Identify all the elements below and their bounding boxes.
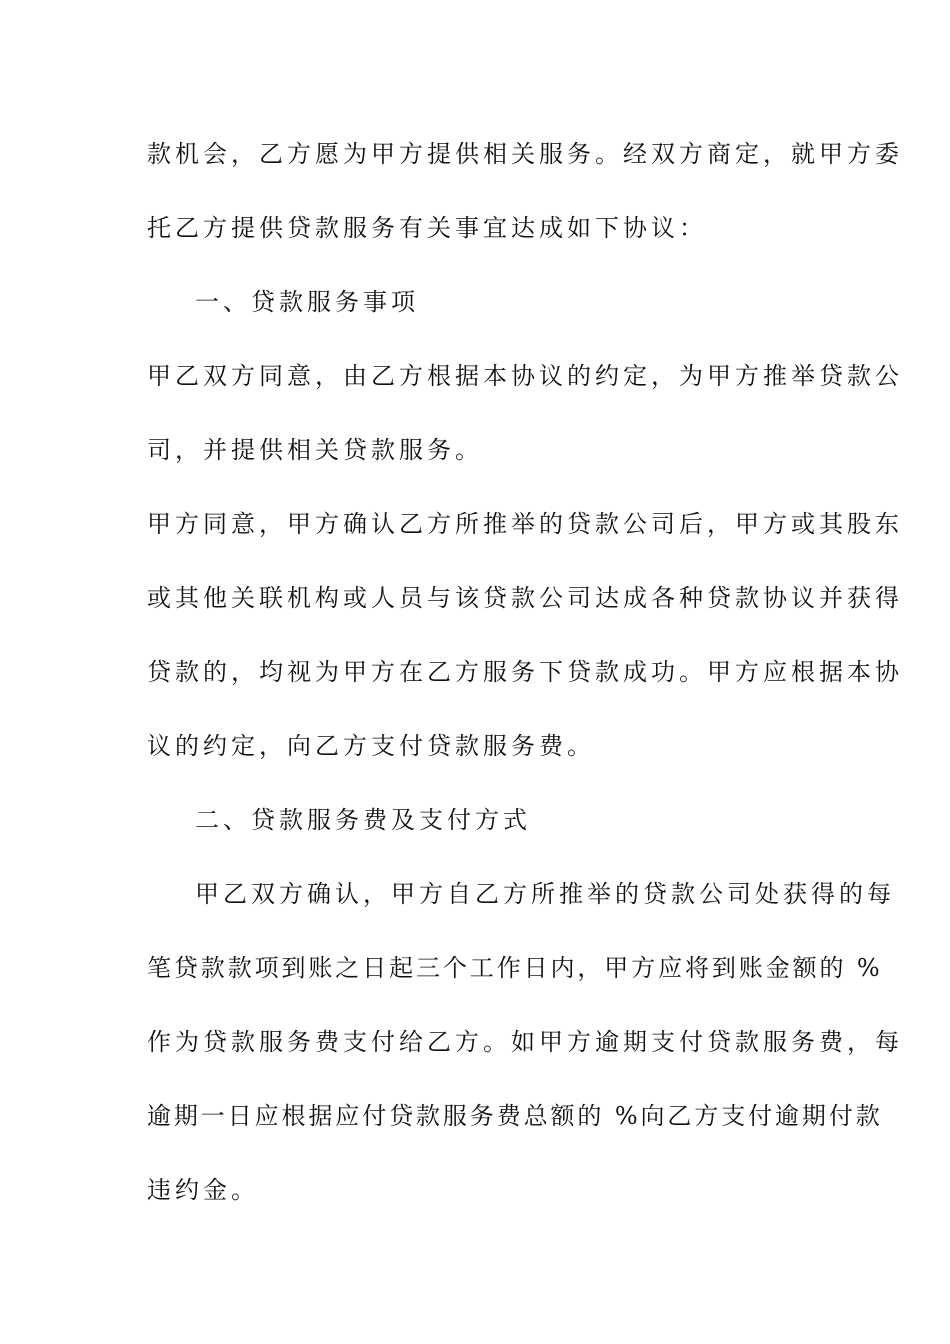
paragraph-line: 或其他关联机构或人员与该贷款公司达成各种贷款协议并获得 xyxy=(147,584,903,612)
paragraph-line: 逾期一日应根据应付贷款服务费总额的 %向乙方支付逾期付款 xyxy=(147,1102,883,1130)
paragraph-line: 款机会，乙方愿为甲方提供相关服务。经双方商定，就甲方委 xyxy=(147,140,903,168)
section-heading-2: 二、贷款服务费及支付方式 xyxy=(195,806,531,834)
paragraph-line: 作为贷款服务费支付给乙方。如甲方逾期支付贷款服务费，每 xyxy=(147,1028,903,1056)
paragraph-line: 托乙方提供贷款服务有关事宜达成如下协议： xyxy=(147,214,707,242)
paragraph-line: 议的约定，向乙方支付贷款服务费。 xyxy=(147,732,595,760)
paragraph-line: 笔贷款款项到账之日起三个工作日内，甲方应将到账金额的 % xyxy=(147,954,883,982)
paragraph-line: 甲乙双方同意，由乙方根据本协议的约定，为甲方推举贷款公 xyxy=(147,362,903,390)
paragraph-line: 贷款的，均视为甲方在乙方服务下贷款成功。甲方应根据本协 xyxy=(147,658,903,686)
paragraph-line: 甲方同意，甲方确认乙方所推举的贷款公司后，甲方或其股东 xyxy=(147,510,903,538)
paragraph-line: 违约金。 xyxy=(147,1176,259,1204)
paragraph-line: 司，并提供相关贷款服务。 xyxy=(147,436,483,464)
paragraph-line: 甲乙双方确认，甲方自乙方所推举的贷款公司处获得的每 xyxy=(195,880,895,908)
section-heading-1: 一、贷款服务事项 xyxy=(195,288,419,316)
